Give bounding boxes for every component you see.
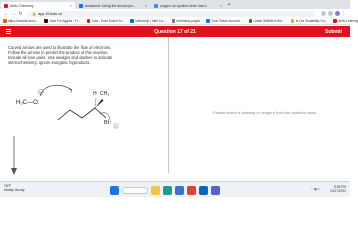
bookmark-favicon-icon xyxy=(172,19,176,23)
teams-icon[interactable] xyxy=(211,186,220,195)
taskbar-search-input[interactable] xyxy=(122,187,148,194)
tab-label: Answered: Using the arrows pro... xyxy=(85,3,137,8)
chrome-icon[interactable] xyxy=(187,186,196,195)
extension-icon[interactable] xyxy=(321,11,326,16)
tab-label: oxygen ion symbol when has e... xyxy=(160,3,210,8)
bookmark-label: Aktiv Learning xyxy=(338,19,358,23)
close-icon[interactable]: × xyxy=(69,3,72,8)
reaction-diagram xyxy=(0,80,165,140)
bookmark-canvas[interactable] xyxy=(3,19,38,23)
bookmark-label: Internship | Intel Ca... xyxy=(135,19,166,23)
temperature: 78°F xyxy=(4,184,12,188)
os-taskbar xyxy=(0,181,350,197)
bookmark-favicon-icon xyxy=(3,19,7,23)
bookmark-label: Urban Wildlife in the... xyxy=(253,19,285,23)
mail-icon[interactable] xyxy=(199,186,208,195)
windows-start-icon[interactable] xyxy=(110,186,119,195)
bookmark-label: Your Online Account... xyxy=(211,19,243,23)
question-prompt: Curved arrows are used to illustrate the flow of electrons. Follow the arrows to predict the product of this reaction. Include all lone pairs. Use wedges and dashes to indicate stereochemistry. Ignore inorganic byproducts. xyxy=(8,45,113,65)
bookmark-label: https://canvas.annu... xyxy=(8,19,39,23)
bookmark-exxon[interactable] xyxy=(87,19,125,23)
edge-icon[interactable] xyxy=(163,186,172,195)
forward-icon[interactable]: → xyxy=(11,10,16,17)
url-text: app.101edu.co xyxy=(38,11,63,16)
clock[interactable] xyxy=(330,185,346,193)
address-bar-row xyxy=(0,9,350,18)
help-text: Please select a drawing or reagent from the question area. xyxy=(213,110,317,115)
bookmark-internship[interactable] xyxy=(172,19,201,23)
bookmark-label: Internship pages xyxy=(176,19,201,23)
bookmark-favicon-icon xyxy=(87,19,91,23)
c-br-bond xyxy=(95,108,106,118)
menu-dots-icon[interactable]: ⋮ xyxy=(341,10,346,17)
bookmark-favicon-icon xyxy=(206,19,210,23)
bookmark-favicon-icon xyxy=(249,19,253,23)
bookmark-aktiv-learning[interactable] xyxy=(333,19,358,23)
close-icon[interactable]: × xyxy=(219,3,222,8)
browser-tab-bar xyxy=(0,0,350,9)
panel-divider xyxy=(168,37,169,173)
tab-label: Aktiv Chemistry xyxy=(10,3,34,8)
carbon-chain xyxy=(58,108,95,120)
weather-widget[interactable] xyxy=(4,184,25,193)
bookmark-intel[interactable] xyxy=(130,19,165,23)
ch3-label: CH₃ xyxy=(100,91,110,97)
submit-button[interactable]: Submit xyxy=(325,28,342,35)
question-title: Question 17 of 21 xyxy=(154,28,196,35)
store-icon[interactable] xyxy=(175,186,184,195)
url-input[interactable] xyxy=(28,11,315,17)
methoxide-label: H₃C—O: xyxy=(16,100,40,106)
bookmark-favicon-icon xyxy=(130,19,134,23)
hashed-bond xyxy=(95,98,96,108)
bookmark-favicon-icon xyxy=(44,19,48,23)
reaction-arrow-icon xyxy=(10,136,18,176)
bookmark-label: Is Our Scalability Hu... xyxy=(295,19,328,23)
question-header xyxy=(0,26,350,37)
taskbar-apps xyxy=(110,186,223,195)
tab-aktiv-chemistry[interactable] xyxy=(1,2,75,9)
br-label: Br: xyxy=(104,120,112,126)
plus-label: + xyxy=(114,124,117,129)
new-tab-button[interactable]: + xyxy=(227,2,231,8)
close-icon[interactable]: × xyxy=(144,3,147,8)
bookmark-online-account[interactable] xyxy=(206,19,242,23)
charge-label: − xyxy=(39,89,43,95)
bookmark-favicon-icon xyxy=(333,19,337,23)
back-icon[interactable]: ← xyxy=(4,10,9,17)
clock-date: 10/17/2022 xyxy=(330,189,346,194)
clock-time: 5:08 PM xyxy=(334,185,346,189)
curved-arrow-1 xyxy=(40,85,72,96)
bookmark-urban-wildlife[interactable] xyxy=(249,19,285,23)
weather-condition: Mostly cloudy xyxy=(4,188,25,193)
lock-icon: 🔒 xyxy=(32,11,37,16)
tab-google-search[interactable] xyxy=(151,2,225,9)
bookmark-label: Jobs For Aggies - Fr... xyxy=(49,19,81,23)
wedge-bond xyxy=(95,99,104,108)
file-explorer-icon[interactable] xyxy=(151,186,160,195)
extension-icon[interactable] xyxy=(328,11,333,16)
bookmark-jobs-aggies[interactable] xyxy=(44,19,80,23)
bartleby-favicon-icon xyxy=(79,4,83,8)
h-label: H xyxy=(93,91,97,97)
reload-icon[interactable]: ↻ xyxy=(18,10,23,17)
bookmarks-bar xyxy=(0,18,358,25)
google-favicon-icon xyxy=(154,4,158,8)
bookmark-scalability[interactable] xyxy=(291,19,328,23)
bookmark-label: Jobs - Exxo Mobil Ho... xyxy=(91,19,125,23)
bookmark-favicon-icon xyxy=(291,19,295,23)
aktiv-favicon-icon xyxy=(4,4,8,8)
system-tray-icons[interactable]: ⌃ ▦ ◐ xyxy=(310,187,320,191)
tab-answered[interactable] xyxy=(76,2,150,9)
